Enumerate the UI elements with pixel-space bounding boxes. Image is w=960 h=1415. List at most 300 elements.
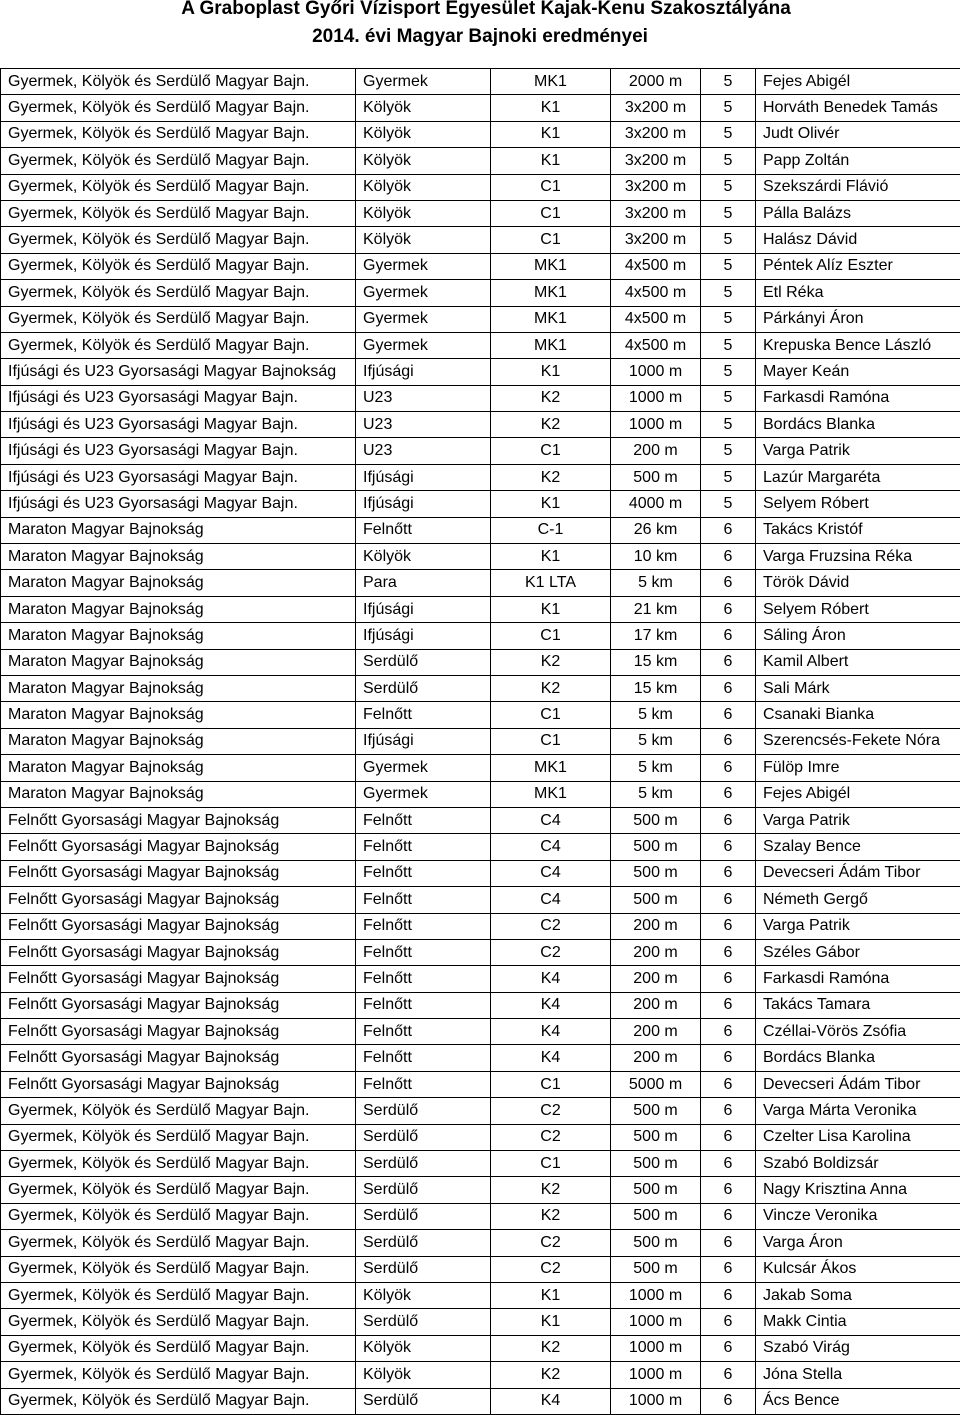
place-cell: 5 (701, 148, 756, 174)
athlete-name-cell: Czéllai-Vörös Zsófia (756, 1019, 960, 1045)
table-row (1, 1098, 960, 1124)
place-cell: 6 (701, 1124, 756, 1150)
place-cell: 5 (701, 438, 756, 464)
place-cell: 6 (701, 1230, 756, 1256)
table-row (1, 544, 960, 570)
distance-cell: 17 km (611, 623, 701, 649)
competition-cell: Gyermek, Kölyök és Serdülő Magyar Bajn. (1, 1151, 356, 1177)
boat-class-cell: C1 (491, 174, 611, 200)
boat-class-cell: C2 (491, 1230, 611, 1256)
competition-cell: Felnőtt Gyorsasági Magyar Bajnokság (1, 887, 356, 913)
category-cell: Ifjúsági (356, 464, 491, 490)
category-cell: Kölyök (356, 1282, 491, 1308)
boat-class-cell: C1 (491, 702, 611, 728)
table-row (1, 781, 960, 807)
competition-cell: Maraton Magyar Bajnokság (1, 728, 356, 754)
category-cell: Felnőtt (356, 939, 491, 965)
competition-cell: Felnőtt Gyorsasági Magyar Bajnokság (1, 966, 356, 992)
competition-cell: Gyermek, Kölyök és Serdülő Magyar Bajn. (1, 227, 356, 253)
distance-cell: 200 m (611, 913, 701, 939)
boat-class-cell: C1 (491, 1151, 611, 1177)
category-cell: Kölyök (356, 200, 491, 226)
athlete-name-cell: Török Dávid (756, 570, 960, 596)
place-cell: 6 (701, 966, 756, 992)
athlete-name-cell: Sáling Áron (756, 623, 960, 649)
athlete-name-cell: Etl Réka (756, 280, 960, 306)
place-cell: 6 (701, 675, 756, 701)
table-row (1, 1335, 960, 1361)
boat-class-cell: C1 (491, 227, 611, 253)
competition-cell: Maraton Magyar Bajnokság (1, 544, 356, 570)
competition-cell: Gyermek, Kölyök és Serdülő Magyar Bajn. (1, 1282, 356, 1308)
boat-class-cell: K2 (491, 412, 611, 438)
table-row (1, 95, 960, 121)
athlete-name-cell: Ács Bence (756, 1388, 960, 1414)
distance-cell: 15 km (611, 675, 701, 701)
place-cell: 6 (701, 623, 756, 649)
table-row (1, 412, 960, 438)
table-row (1, 913, 960, 939)
category-cell: Felnőtt (356, 1019, 491, 1045)
competition-cell: Gyermek, Kölyök és Serdülő Magyar Bajn. (1, 148, 356, 174)
distance-cell: 5 km (611, 702, 701, 728)
boat-class-cell: K1 (491, 359, 611, 385)
distance-cell: 500 m (611, 1256, 701, 1282)
category-cell: Felnőtt (356, 807, 491, 833)
place-cell: 6 (701, 649, 756, 675)
table-row (1, 1045, 960, 1071)
place-cell: 6 (701, 702, 756, 728)
competition-cell: Gyermek, Kölyök és Serdülő Magyar Bajn. (1, 1203, 356, 1229)
athlete-name-cell: Nagy Krisztina Anna (756, 1177, 960, 1203)
category-cell: Felnőtt (356, 887, 491, 913)
distance-cell: 200 m (611, 1019, 701, 1045)
boat-class-cell: MK1 (491, 781, 611, 807)
place-cell: 6 (701, 939, 756, 965)
distance-cell: 1000 m (611, 359, 701, 385)
boat-class-cell: K4 (491, 1388, 611, 1414)
category-cell: Felnőtt (356, 517, 491, 543)
distance-cell: 2000 m (611, 69, 701, 95)
table-row (1, 227, 960, 253)
boat-class-cell: C1 (491, 623, 611, 649)
place-cell: 6 (701, 1203, 756, 1229)
competition-cell: Maraton Magyar Bajnokság (1, 623, 356, 649)
table-row (1, 1019, 960, 1045)
distance-cell: 1000 m (611, 1362, 701, 1388)
table-row (1, 69, 960, 95)
table-row (1, 200, 960, 226)
boat-class-cell: MK1 (491, 280, 611, 306)
table-row (1, 702, 960, 728)
category-cell: Gyermek (356, 69, 491, 95)
place-cell: 6 (701, 1019, 756, 1045)
place-cell: 5 (701, 306, 756, 332)
page-subtitle: 2014. évi Magyar Bajnoki eredményei (0, 24, 960, 50)
table-row (1, 1256, 960, 1282)
boat-class-cell: MK1 (491, 69, 611, 95)
place-cell: 5 (701, 174, 756, 200)
athlete-name-cell: Németh Gergő (756, 887, 960, 913)
distance-cell: 500 m (611, 807, 701, 833)
competition-cell: Ifjúsági és U23 Gyorsasági Magyar Bajn. (1, 438, 356, 464)
distance-cell: 10 km (611, 544, 701, 570)
place-cell: 6 (701, 1071, 756, 1097)
boat-class-cell: K1 (491, 1309, 611, 1335)
table-row (1, 1230, 960, 1256)
category-cell: Felnőtt (356, 992, 491, 1018)
competition-cell: Felnőtt Gyorsasági Magyar Bajnokság (1, 1071, 356, 1097)
competition-cell: Gyermek, Kölyök és Serdülő Magyar Bajn. (1, 1098, 356, 1124)
athlete-name-cell: Takács Kristóf (756, 517, 960, 543)
boat-class-cell: MK1 (491, 253, 611, 279)
table-row (1, 834, 960, 860)
boat-class-cell: K4 (491, 992, 611, 1018)
place-cell: 5 (701, 253, 756, 279)
table-row (1, 517, 960, 543)
boat-class-cell: K2 (491, 1362, 611, 1388)
competition-cell: Ifjúsági és U23 Gyorsasági Magyar Bajn. (1, 412, 356, 438)
place-cell: 5 (701, 359, 756, 385)
place-cell: 5 (701, 69, 756, 95)
boat-class-cell: K2 (491, 1177, 611, 1203)
boat-class-cell: K1 (491, 544, 611, 570)
place-cell: 5 (701, 121, 756, 147)
table-row (1, 359, 960, 385)
athlete-name-cell: Devecseri Ádám Tibor (756, 860, 960, 886)
competition-cell: Felnőtt Gyorsasági Magyar Bajnokság (1, 913, 356, 939)
boat-class-cell: K1 (491, 95, 611, 121)
athlete-name-cell: Vincze Veronika (756, 1203, 960, 1229)
athlete-name-cell: Szabó Virág (756, 1335, 960, 1361)
athlete-name-cell: Kamil Albert (756, 649, 960, 675)
competition-cell: Ifjúsági és U23 Gyorsasági Magyar Bajnokság (1, 359, 356, 385)
table-row (1, 121, 960, 147)
competition-cell: Gyermek, Kölyök és Serdülő Magyar Bajn. (1, 1309, 356, 1335)
distance-cell: 3x200 m (611, 95, 701, 121)
distance-cell: 4x500 m (611, 332, 701, 358)
boat-class-cell: C4 (491, 887, 611, 913)
distance-cell: 200 m (611, 939, 701, 965)
place-cell: 6 (701, 517, 756, 543)
category-cell: Serdülő (356, 1124, 491, 1150)
distance-cell: 500 m (611, 887, 701, 913)
boat-class-cell: K1 (491, 596, 611, 622)
category-cell: Gyermek (356, 280, 491, 306)
category-cell: U23 (356, 412, 491, 438)
table-row (1, 596, 960, 622)
table-row (1, 332, 960, 358)
category-cell: Felnőtt (356, 860, 491, 886)
table-row (1, 491, 960, 517)
boat-class-cell: K2 (491, 385, 611, 411)
athlete-name-cell: Szabó Boldizsár (756, 1151, 960, 1177)
distance-cell: 3x200 m (611, 121, 701, 147)
table-row (1, 1362, 960, 1388)
distance-cell: 500 m (611, 1177, 701, 1203)
category-cell: Para (356, 570, 491, 596)
boat-class-cell: K2 (491, 1335, 611, 1361)
place-cell: 5 (701, 227, 756, 253)
boat-class-cell: C1 (491, 438, 611, 464)
category-cell: Serdülő (356, 1388, 491, 1414)
boat-class-cell: C2 (491, 913, 611, 939)
distance-cell: 500 m (611, 860, 701, 886)
distance-cell: 3x200 m (611, 174, 701, 200)
category-cell: Serdülő (356, 649, 491, 675)
athlete-name-cell: Mayer Keán (756, 359, 960, 385)
table-row (1, 1388, 960, 1414)
category-cell: Ifjúsági (356, 623, 491, 649)
competition-cell: Gyermek, Kölyök és Serdülő Magyar Bajn. (1, 1335, 356, 1361)
competition-cell: Ifjúsági és U23 Gyorsasági Magyar Bajn. (1, 464, 356, 490)
distance-cell: 200 m (611, 1045, 701, 1071)
distance-cell: 1000 m (611, 1335, 701, 1361)
athlete-name-cell: Szerencsés-Fekete Nóra (756, 728, 960, 754)
athlete-name-cell: Bordács Blanka (756, 412, 960, 438)
category-cell: Ifjúsági (356, 491, 491, 517)
distance-cell: 1000 m (611, 1282, 701, 1308)
category-cell: Felnőtt (356, 702, 491, 728)
distance-cell: 5 km (611, 570, 701, 596)
athlete-name-cell: Farkasdi Ramóna (756, 966, 960, 992)
boat-class-cell: K2 (491, 675, 611, 701)
competition-cell: Felnőtt Gyorsasági Magyar Bajnokság (1, 939, 356, 965)
boat-class-cell: C4 (491, 807, 611, 833)
boat-class-cell: K4 (491, 1045, 611, 1071)
competition-cell: Gyermek, Kölyök és Serdülő Magyar Bajn. (1, 1362, 356, 1388)
competition-cell: Gyermek, Kölyök és Serdülő Magyar Bajn. (1, 1124, 356, 1150)
distance-cell: 200 m (611, 438, 701, 464)
competition-cell: Gyermek, Kölyök és Serdülő Magyar Bajn. (1, 174, 356, 200)
page-title: A Graboplast Győri Vízisport Egyesület Kajak-Kenu Szakosztályána (6, 0, 960, 22)
competition-cell: Gyermek, Kölyök és Serdülő Magyar Bajn. (1, 1256, 356, 1282)
category-cell: Serdülő (356, 1151, 491, 1177)
category-cell: Ifjúsági (356, 359, 491, 385)
athlete-name-cell: Szalay Bence (756, 834, 960, 860)
table-row (1, 280, 960, 306)
category-cell: Felnőtt (356, 1045, 491, 1071)
competition-cell: Gyermek, Kölyök és Serdülő Magyar Bajn. (1, 121, 356, 147)
place-cell: 5 (701, 95, 756, 121)
competition-cell: Maraton Magyar Bajnokság (1, 702, 356, 728)
category-cell: Gyermek (356, 306, 491, 332)
competition-cell: Gyermek, Kölyök és Serdülő Magyar Bajn. (1, 200, 356, 226)
distance-cell: 1000 m (611, 1309, 701, 1335)
distance-cell: 5000 m (611, 1071, 701, 1097)
athlete-name-cell: Varga Patrik (756, 807, 960, 833)
category-cell: Kölyök (356, 174, 491, 200)
place-cell: 6 (701, 1098, 756, 1124)
athlete-name-cell: Varga Márta Veronika (756, 1098, 960, 1124)
athlete-name-cell: Csanaki Bianka (756, 702, 960, 728)
competition-cell: Gyermek, Kölyök és Serdülő Magyar Bajn. (1, 95, 356, 121)
competition-cell: Maraton Magyar Bajnokság (1, 755, 356, 781)
competition-cell: Gyermek, Kölyök és Serdülő Magyar Bajn. (1, 280, 356, 306)
athlete-name-cell: Krepuska Bence László (756, 332, 960, 358)
category-cell: Kölyök (356, 1362, 491, 1388)
distance-cell: 500 m (611, 1230, 701, 1256)
place-cell: 6 (701, 596, 756, 622)
competition-cell: Gyermek, Kölyök és Serdülő Magyar Bajn. (1, 306, 356, 332)
boat-class-cell: C-1 (491, 517, 611, 543)
distance-cell: 500 m (611, 1203, 701, 1229)
distance-cell: 500 m (611, 1124, 701, 1150)
competition-cell: Felnőtt Gyorsasági Magyar Bajnokság (1, 1019, 356, 1045)
table-row (1, 1124, 960, 1150)
table-row (1, 675, 960, 701)
athlete-name-cell: Péntek Alíz Eszter (756, 253, 960, 279)
category-cell: Serdülő (356, 1230, 491, 1256)
boat-class-cell: K4 (491, 966, 611, 992)
competition-cell: Maraton Magyar Bajnokság (1, 649, 356, 675)
athlete-name-cell: Fejes Abigél (756, 69, 960, 95)
distance-cell: 3x200 m (611, 227, 701, 253)
category-cell: U23 (356, 438, 491, 464)
table-row (1, 464, 960, 490)
place-cell: 6 (701, 544, 756, 570)
boat-class-cell: K2 (491, 1203, 611, 1229)
boat-class-cell: K4 (491, 1019, 611, 1045)
category-cell: Gyermek (356, 755, 491, 781)
distance-cell: 5 km (611, 728, 701, 754)
athlete-name-cell: Papp Zoltán (756, 148, 960, 174)
athlete-name-cell: Varga Patrik (756, 913, 960, 939)
table-row (1, 649, 960, 675)
boat-class-cell: K1 (491, 491, 611, 517)
competition-cell: Maraton Magyar Bajnokság (1, 570, 356, 596)
athlete-name-cell: Judt Olivér (756, 121, 960, 147)
competition-cell: Felnőtt Gyorsasági Magyar Bajnokság (1, 860, 356, 886)
competition-cell: Gyermek, Kölyök és Serdülő Magyar Bajn. (1, 253, 356, 279)
place-cell: 5 (701, 280, 756, 306)
table-row (1, 1309, 960, 1335)
distance-cell: 500 m (611, 1151, 701, 1177)
distance-cell: 5 km (611, 781, 701, 807)
category-cell: Kölyök (356, 544, 491, 570)
distance-cell: 4000 m (611, 491, 701, 517)
table-row (1, 860, 960, 886)
distance-cell: 1000 m (611, 1388, 701, 1414)
place-cell: 5 (701, 412, 756, 438)
distance-cell: 200 m (611, 966, 701, 992)
table-row (1, 939, 960, 965)
athlete-name-cell: Varga Fruzsina Réka (756, 544, 960, 570)
competition-cell: Gyermek, Kölyök és Serdülő Magyar Bajn. (1, 1177, 356, 1203)
place-cell: 6 (701, 781, 756, 807)
place-cell: 6 (701, 728, 756, 754)
place-cell: 6 (701, 1282, 756, 1308)
category-cell: Ifjúsági (356, 596, 491, 622)
athlete-name-cell: Fejes Abigél (756, 781, 960, 807)
place-cell: 5 (701, 464, 756, 490)
boat-class-cell: K1 (491, 148, 611, 174)
category-cell: Serdülő (356, 1203, 491, 1229)
athlete-name-cell: Czelter Lisa Karolina (756, 1124, 960, 1150)
category-cell: Serdülő (356, 675, 491, 701)
table-row (1, 570, 960, 596)
place-cell: 6 (701, 913, 756, 939)
athlete-name-cell: Selyem Róbert (756, 491, 960, 517)
athlete-name-cell: Szekszárdi Flávió (756, 174, 960, 200)
competition-cell: Felnőtt Gyorsasági Magyar Bajnokság (1, 1045, 356, 1071)
category-cell: Kölyök (356, 95, 491, 121)
distance-cell: 1000 m (611, 385, 701, 411)
table-row (1, 253, 960, 279)
boat-class-cell: K1 (491, 1282, 611, 1308)
category-cell: Felnőtt (356, 913, 491, 939)
boat-class-cell: C2 (491, 1098, 611, 1124)
category-cell: Gyermek (356, 253, 491, 279)
place-cell: 6 (701, 992, 756, 1018)
athlete-name-cell: Fülöp Imre (756, 755, 960, 781)
category-cell: Kölyök (356, 1335, 491, 1361)
competition-cell: Maraton Magyar Bajnokság (1, 517, 356, 543)
distance-cell: 200 m (611, 992, 701, 1018)
athlete-name-cell: Varga Áron (756, 1230, 960, 1256)
distance-cell: 3x200 m (611, 200, 701, 226)
competition-cell: Maraton Magyar Bajnokság (1, 675, 356, 701)
place-cell: 6 (701, 1256, 756, 1282)
boat-class-cell: C4 (491, 834, 611, 860)
distance-cell: 3x200 m (611, 148, 701, 174)
athlete-name-cell: Párkányi Áron (756, 306, 960, 332)
place-cell: 6 (701, 755, 756, 781)
place-cell: 6 (701, 860, 756, 886)
table-row (1, 1282, 960, 1308)
boat-class-cell: K2 (491, 464, 611, 490)
place-cell: 5 (701, 385, 756, 411)
athlete-name-cell: Bordács Blanka (756, 1045, 960, 1071)
category-cell: Gyermek (356, 332, 491, 358)
athlete-name-cell: Széles Gábor (756, 939, 960, 965)
distance-cell: 21 km (611, 596, 701, 622)
competition-cell: Ifjúsági és U23 Gyorsasági Magyar Bajn. (1, 491, 356, 517)
table-row (1, 148, 960, 174)
category-cell: Serdülő (356, 1256, 491, 1282)
athlete-name-cell: Pálla Balázs (756, 200, 960, 226)
athlete-name-cell: Selyem Róbert (756, 596, 960, 622)
competition-cell: Gyermek, Kölyök és Serdülő Magyar Bajn. (1, 69, 356, 95)
athlete-name-cell: Farkasdi Ramóna (756, 385, 960, 411)
category-cell: Felnőtt (356, 834, 491, 860)
competition-cell: Felnőtt Gyorsasági Magyar Bajnokság (1, 807, 356, 833)
table-row (1, 887, 960, 913)
competition-cell: Maraton Magyar Bajnokság (1, 781, 356, 807)
category-cell: Kölyök (356, 121, 491, 147)
competition-cell: Maraton Magyar Bajnokság (1, 596, 356, 622)
competition-cell: Gyermek, Kölyök és Serdülő Magyar Bajn. (1, 332, 356, 358)
category-cell: Kölyök (356, 227, 491, 253)
table-row (1, 174, 960, 200)
table-row (1, 992, 960, 1018)
category-cell: Felnőtt (356, 1071, 491, 1097)
athlete-name-cell: Horváth Benedek Tamás (756, 95, 960, 121)
competition-cell: Felnőtt Gyorsasági Magyar Bajnokság (1, 834, 356, 860)
boat-class-cell: K2 (491, 649, 611, 675)
boat-class-cell: K1 LTA (491, 570, 611, 596)
table-row (1, 1151, 960, 1177)
place-cell: 6 (701, 1045, 756, 1071)
competition-cell: Ifjúsági és U23 Gyorsasági Magyar Bajn. (1, 385, 356, 411)
boat-class-cell: K1 (491, 121, 611, 147)
place-cell: 5 (701, 200, 756, 226)
table-row (1, 306, 960, 332)
distance-cell: 1000 m (611, 412, 701, 438)
boat-class-cell: C2 (491, 1256, 611, 1282)
category-cell: Kölyök (356, 148, 491, 174)
place-cell: 6 (701, 1177, 756, 1203)
